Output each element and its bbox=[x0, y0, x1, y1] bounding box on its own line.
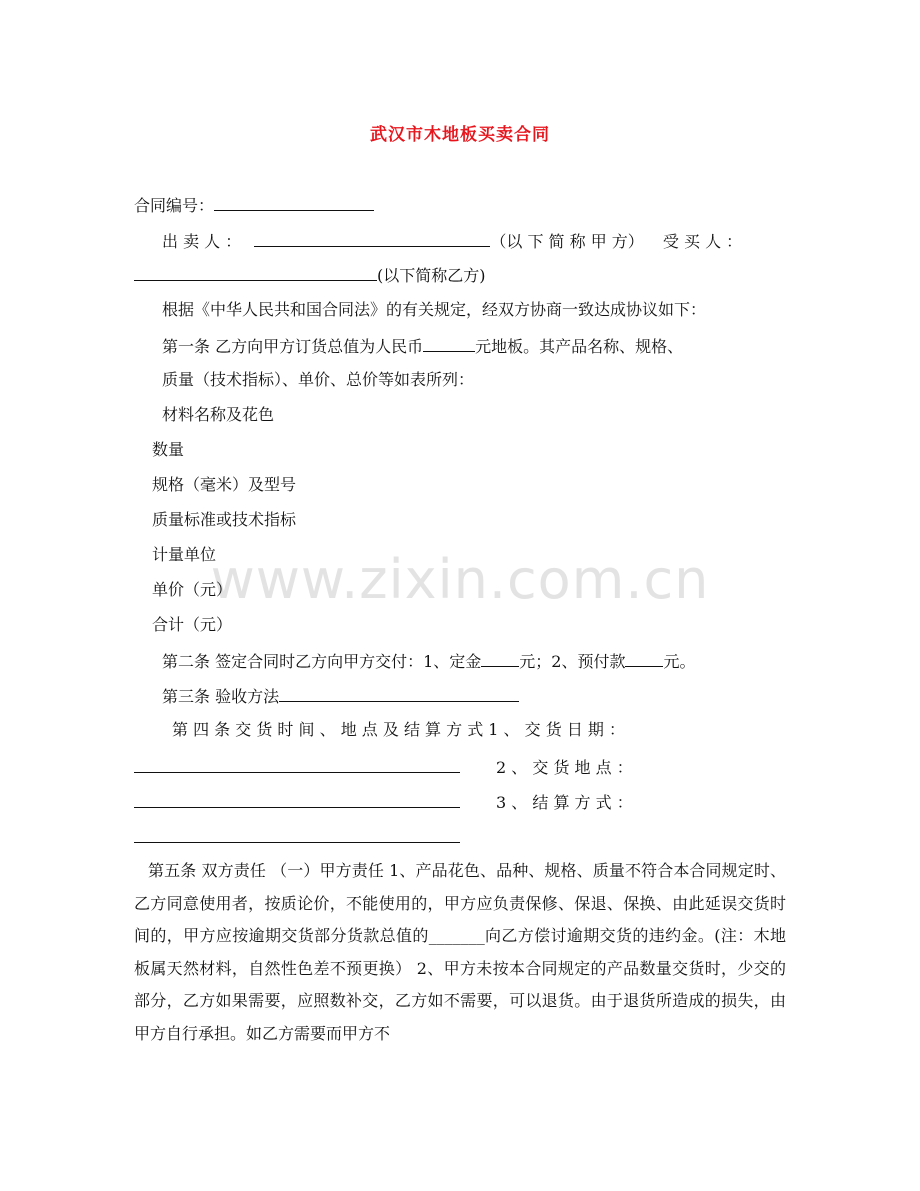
intro-paragraph: 根据《中华人民共和国合同法》的有关规定，经双方协商一致达成协议如下： bbox=[162, 300, 707, 319]
buyer-line bbox=[134, 262, 486, 288]
settlement-method-label: 3 、 结 算 方 式 ： bbox=[496, 793, 633, 812]
article-3 bbox=[162, 683, 519, 709]
article-3-text: 第三条 验收方法 bbox=[162, 687, 280, 706]
article-4-line-1: 第 四 条 交 货 时 间 、 地 点 及 结 算 方 式 1 、 交 货 日 期 ： bbox=[172, 720, 625, 739]
seller-line bbox=[162, 228, 742, 254]
article-1-text-pre: 第一条 乙方向甲方订货总值为人民币 bbox=[162, 337, 424, 356]
buyer-label: 受 买 人 ： bbox=[662, 232, 743, 251]
article-5: 第五条 双方责任 （一）甲方责任 1、产品花色、品种、规格、质量不符合本合同规定时、乙方同意使用者，按质论价，不能使用的，甲方应负责保修、保退、保换、由此延误交货时间的，甲方应按逾期交货部分货款总值的_______向乙方偿讨逾期交货的违约金。(注：木地板属天然材料，自然性色差不预更换） 2、甲方未按本合同规定的产品数量交货时，少交的部分，乙方如果需要，应照数补交，乙方如不需要，可以退货。由于退货所造成的损失，由甲方自行承担。如乙方需要而甲方不 bbox=[134, 861, 786, 1043]
article-4-line-2 bbox=[134, 754, 633, 780]
table-item: 合计（元） bbox=[152, 615, 233, 634]
total-value-blank bbox=[423, 333, 475, 352]
article-1-line-2: 质量（技术指标）、单价、总价等如表所列： bbox=[162, 370, 475, 389]
table-item: 规格（毫米）及型号 bbox=[152, 475, 297, 494]
table-item: 质量标准或技术指标 bbox=[152, 510, 297, 529]
seller-label: 出 卖 人 ： bbox=[162, 232, 242, 251]
document-title: 武汉市木地板买卖合同 bbox=[370, 125, 550, 145]
table-item: 单价（元） bbox=[152, 580, 233, 599]
article-2-text-mid: 元；2、预付款 bbox=[519, 652, 626, 671]
article-1-line-1 bbox=[162, 333, 683, 359]
article-1-text-post: 元地板。其产品名称、规格、 bbox=[475, 337, 684, 356]
seller-blank bbox=[254, 228, 490, 247]
watermark: www.zixin.com.cn bbox=[210, 548, 710, 611]
contract-number-blank bbox=[214, 192, 374, 211]
settlement-method-blank bbox=[134, 824, 460, 843]
table-item: 材料名称及花色 bbox=[162, 405, 275, 424]
table-item: 数量 bbox=[152, 440, 185, 459]
prepayment-blank bbox=[625, 648, 663, 667]
seller-suffix: （以 下 简 称 甲 方） bbox=[490, 232, 644, 251]
contract-number-line bbox=[134, 192, 374, 218]
article-4-line-3 bbox=[134, 789, 633, 815]
article-2-text-pre: 第二条 签定合同时乙方向甲方交付：1、定金 bbox=[162, 652, 482, 671]
inspection-method-blank bbox=[279, 683, 519, 702]
delivery-place-label: 2 、 交 货 地 点 ： bbox=[496, 758, 633, 777]
delivery-date-blank bbox=[134, 754, 460, 773]
article-4-line-4 bbox=[134, 824, 460, 850]
deposit-blank bbox=[481, 648, 519, 667]
article-2 bbox=[162, 648, 695, 674]
buyer-suffix: (以下简称乙方) bbox=[377, 266, 486, 285]
article-2-text-post: 元。 bbox=[663, 652, 696, 671]
buyer-blank bbox=[134, 262, 377, 281]
table-item: 计量单位 bbox=[152, 545, 217, 564]
delivery-place-blank bbox=[134, 789, 460, 808]
contract-number-label: 合同编号： bbox=[134, 196, 215, 215]
